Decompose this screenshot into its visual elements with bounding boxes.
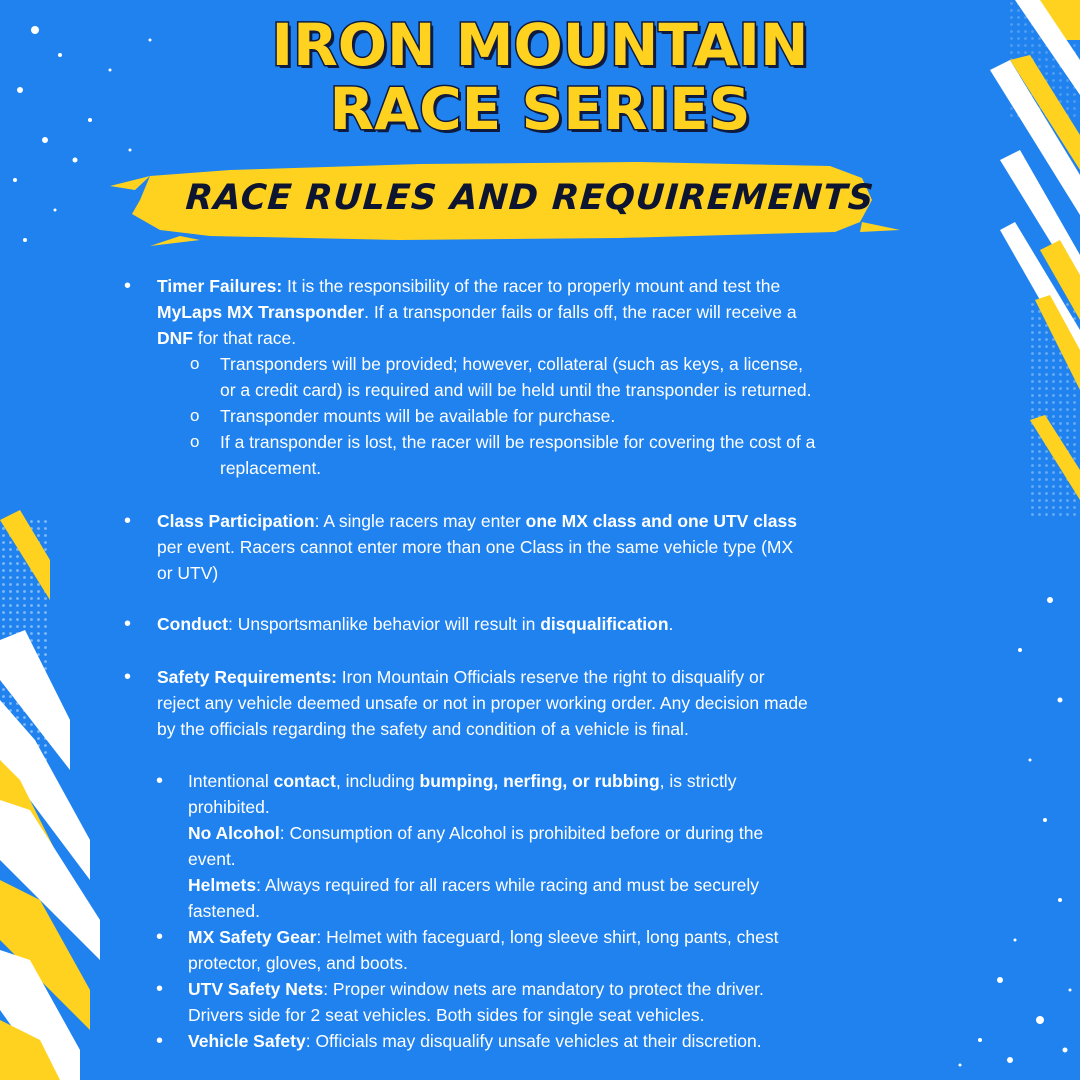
alcohol-line-2: event. xyxy=(188,849,236,869)
bullet: • xyxy=(156,926,164,948)
bullet: • xyxy=(156,1030,164,1052)
timer-line-2: MyLaps MX Transponder. If a transponder fails or falls off, the racer will receive a xyxy=(157,302,797,322)
safety-line-2: reject any vehicle deemed unsafe or not in proper working order. Any decision made xyxy=(157,693,808,713)
timer-sub-1-line-2: or a credit card) is required and will be held until the transponder is returned. xyxy=(220,380,812,400)
bullet: • xyxy=(156,770,164,792)
bullet: • xyxy=(124,666,132,688)
timer-sub-3-line-2: replacement. xyxy=(220,458,322,478)
timer-sub-3-line-1: If a transponder is lost, the racer will be responsible for covering the cost of a xyxy=(220,432,816,452)
helmets-line-1: Helmets: Always required for all racers while racing and must be securely xyxy=(188,875,759,895)
class-line-2: per event. Racers cannot enter more than one Class in the same vehicle type (MX xyxy=(157,537,794,557)
title-line-1: IRON MOUNTAIN xyxy=(271,11,809,79)
timer-line-3: DNF for that race. xyxy=(157,328,297,348)
bullet: • xyxy=(124,510,132,532)
vehicle-line: Vehicle Safety: Officials may disqualify unsafe vehicles at their discretion. xyxy=(188,1031,762,1051)
sub-bullet: o xyxy=(190,354,200,373)
sub-bullet: o xyxy=(190,406,200,425)
alcohol-line-1: No Alcohol: Consumption of any Alcohol is prohibited before or during the xyxy=(188,823,764,843)
safety-line-3: by the officials regarding the safety and condition of a vehicle is final. xyxy=(157,719,689,739)
banner-heading: RACE RULES AND REQUIREMENTS xyxy=(184,178,876,218)
gear-line-2: protector, gloves, and boots. xyxy=(188,953,408,973)
helmets-line-2: fastened. xyxy=(188,901,260,921)
class-line-1: Class Participation: A single racers may enter one MX class and one UTV class xyxy=(157,511,797,531)
nets-line-1: UTV Safety Nets: Proper window nets are mandatory to protect the driver. xyxy=(188,979,764,999)
title-line-2: RACE SERIES xyxy=(329,75,751,143)
bullet: • xyxy=(156,978,164,1000)
bullet: • xyxy=(124,275,132,297)
class-line-3: or UTV) xyxy=(157,563,219,583)
contact-line-2: prohibited. xyxy=(188,797,270,817)
contact-line-1: Intentional contact, including bumping, nerfing, or rubbing, is strictly xyxy=(188,771,737,791)
safety-line-1: Safety Requirements: Iron Mountain Officials reserve the right to disqualify or xyxy=(157,667,765,687)
timer-sub-1-line-1: Transponders will be provided; however, collateral (such as keys, a license, xyxy=(220,354,803,374)
nets-line-2: Drivers side for 2 seat vehicles. Both sides for single seat vehicles. xyxy=(188,1005,705,1025)
gear-line-1: MX Safety Gear: Helmet with faceguard, long sleeve shirt, long pants, chest xyxy=(188,927,779,947)
conduct-line: Conduct: Unsportsmanlike behavior will result in disqualification. xyxy=(157,614,674,634)
sub-bullet: o xyxy=(190,432,200,451)
bullet: • xyxy=(124,613,132,635)
timer-sub-2: Transponder mounts will be available for purchase. xyxy=(220,406,616,426)
timer-line-1: Timer Failures: It is the responsibility of the racer to properly mount and test the xyxy=(157,276,781,296)
